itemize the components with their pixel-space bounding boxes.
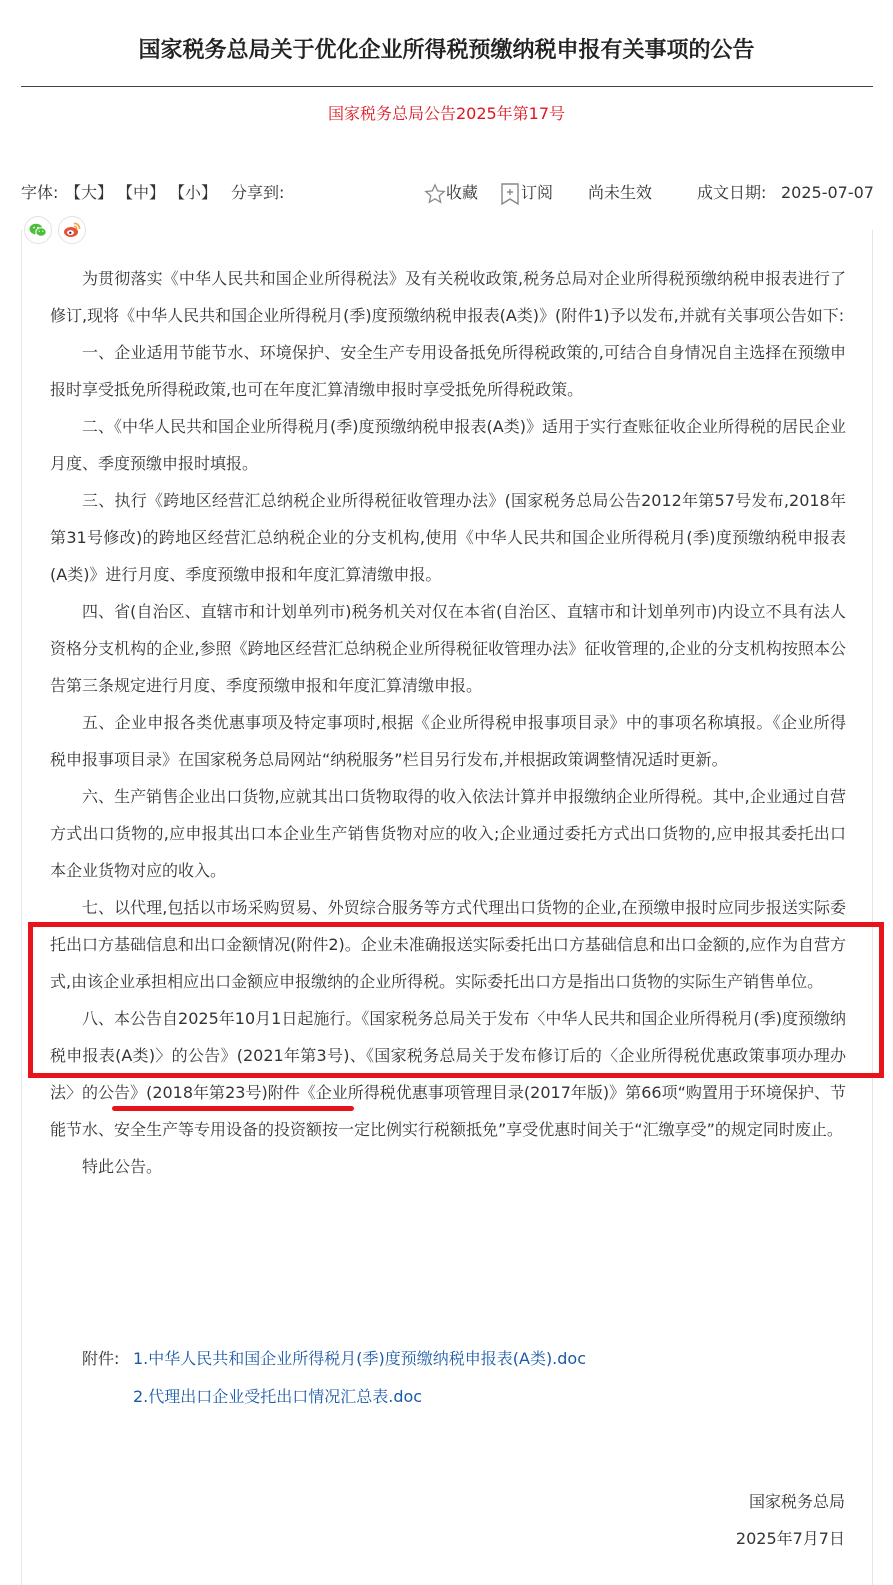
attachments-label: 附件: [82, 1349, 120, 1368]
page-title: 国家税务总局关于优化企业所得税预缴纳税申报有关事项的公告 [138, 38, 755, 63]
intro-paragraph: 为贯彻落实《中华人民共和国企业所得税法》及有关税收政策,税务总局对企业所得税预缴纳税申报表进行了修订,现将《中华人民共和国企业所得税月(季)度预缴纳税申报表(A类)》(附件1)予以发布,并就有关事项公告如下: [50, 269, 846, 325]
attachment-link-2[interactable]: 2.代理出口企业受托出口情况汇总表.doc [133, 1387, 423, 1406]
clause-8-prefix: 八、 [82, 1009, 115, 1028]
clause-2: 二、《中华人民共和国企业所得税月(季)度预缴纳税申报表(A类)》适用于实行查账征收企业所得税的居民企业月度、季度预缴申报时填报。 [50, 417, 846, 473]
announcement-body [50, 260, 846, 1185]
date-value: 2025-07-07 [781, 183, 874, 202]
wechat-share-button[interactable] [24, 216, 52, 244]
favorite-button[interactable] [424, 180, 478, 206]
clause-6: 六、生产销售企业出口货物,应就其出口货物取得的收入依法计算并申报缴纳企业所得税。其中,企业通过自营方式出口货物的,应申报其出口本企业生产销售货物对应的收入;企业通过委托方式出口货物的,应申报其委托出口本企业货物对应的收入。 [50, 787, 846, 880]
font-size-label: 字体: [21, 183, 59, 202]
closing-text: 特此公告。 [82, 1157, 163, 1176]
star-icon [424, 183, 446, 205]
favorite-label: 收藏 [446, 183, 479, 202]
clause-3: 三、执行《跨地区经营汇总纳税企业所得税征收管理办法》(国家税务总局公告2012年第57号发布,2018年第31号修改)的跨地区经营汇总纳税企业的分支机构,使用《中华人民共和国企业所得税月(季)度预缴纳税申报表(A类)》进行月度、季度预缴申报和年度汇算清缴申报。 [50, 491, 846, 584]
document-number: 国家税务总局公告2025年第17号 [327, 104, 566, 123]
font-size-small-button[interactable]: 【小】 [169, 183, 218, 202]
title-divider [21, 86, 873, 87]
clause-8 [50, 1000, 846, 1148]
subscribe-label: 订阅 [521, 183, 554, 202]
clause-7: 七、以代理,包括以市场采购贸易、外贸综合服务等方式代理出口货物的企业,在预缴申报时应同步报送实际委托出口方基础信息和出口金额情况(附件2)。企业未准确报送实际委托出口方基础信息和出口金额的,应作为自营方式,由该企业承担相应出口金额应申报缴纳的企业所得税。实际委托出口方是指出口货物的实际生产销售单位。 [50, 898, 846, 991]
clause-5: 五、企业申报各类优惠事项及特定事项时,根据《企业所得税申报事项目录》中的事项名称填报。《企业所得税申报事项目录》在国家税务总局网站“纳税服务”栏目另行发布,并根据政策调整情况适时更新。 [50, 713, 846, 769]
share-label: 分享到: [231, 183, 285, 202]
clause-8-rest: 。《国家税务总局关于发布〈中华人民共和国企业所得税月(季)度预缴纳税申报表(A类)〉的公告》(2021年第3号)、《国家税务总局关于发布修订后的〈企业所得税优惠政策事项办理办法〉的公告》(2018年第23号)附件《企业所得税优惠事项管理目录(2017年版)》第66项“购置用于环境保护、节能节水、安全生产等专用设备的投资额按一定比例实行税额抵免”享受优惠时间关于“汇缴享受”的规定同时废止。 [50, 1009, 846, 1139]
effective-date-text: 本公告自2025年10月1日起施行 [114, 1009, 346, 1028]
attachment-link-1[interactable]: 1.中华人民共和国企业所得税月(季)度预缴纳税申报表(A类).doc [133, 1349, 587, 1368]
signature-date: 2025年7月7日 [735, 1529, 845, 1548]
date-label: 成文日期: [697, 183, 767, 202]
status-text: 尚未生效 [588, 183, 653, 202]
weibo-icon [62, 220, 82, 240]
wechat-icon [28, 220, 48, 240]
font-size-large-button[interactable]: 【大】 [65, 183, 114, 202]
clause-1: 一、企业适用节能节水、环境保护、安全生产专用设备抵免所得税政策的,可结合自身情况自主选择在预缴申报时享受抵免所得税政策,也可在年度汇算清缴申报时享受抵免所得税政策。 [50, 343, 846, 399]
signature-org: 国家税务总局 [748, 1492, 845, 1511]
clause-4: 四、省(自治区、直辖市和计划单列市)税务机关对仅在本省(自治区、直辖市和计划单列市)内设立不具有法人资格分支机构的企业,参照《跨地区经营汇总纳税企业所得税征收管理办法》征收管理的,企业的分支机构按照本公告第三条规定进行月度、季度预缴申报和年度汇算清缴申报。 [50, 602, 846, 695]
bookmark-plus-icon [499, 182, 521, 206]
font-size-medium-button[interactable]: 【中】 [117, 183, 166, 202]
weibo-share-button[interactable] [58, 216, 86, 244]
subscribe-button[interactable] [499, 180, 553, 206]
toolbar [21, 180, 873, 206]
